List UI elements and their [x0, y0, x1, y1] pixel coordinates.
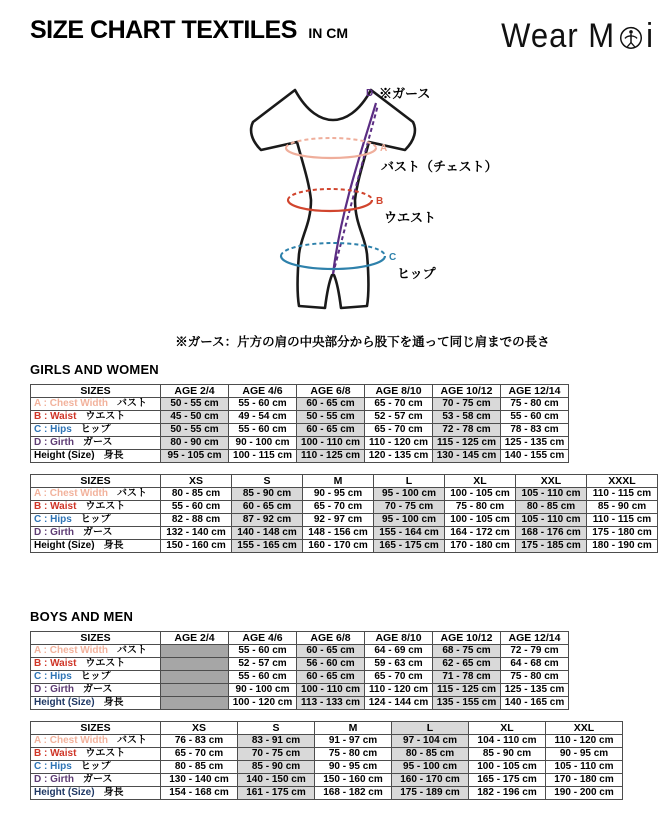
value-cell: 90 - 95 cm	[315, 761, 392, 774]
value-cell: 180 - 190 cm	[587, 540, 658, 553]
row-label	[31, 514, 161, 527]
measure-label-en: C : Hips	[34, 424, 72, 435]
brand-text-suffix: i	[646, 15, 654, 56]
value-cell: 90 - 95 cm	[546, 748, 623, 761]
value-cell: 100 - 115 cm	[229, 450, 297, 463]
value-cell: 110 - 125 cm	[297, 450, 365, 463]
value-cell: 165 - 175 cm	[469, 774, 546, 787]
sizes-header: SIZES	[31, 385, 161, 398]
value-cell: 105 - 110 cm	[516, 514, 587, 527]
measurement-diagram	[0, 78, 670, 328]
table-row	[31, 645, 569, 658]
value-cell: 90 - 100 cm	[229, 437, 297, 450]
value-cell: 165 - 175 cm	[374, 540, 445, 553]
value-cell: 68 - 75 cm	[433, 645, 501, 658]
value-cell: 55 - 60 cm	[229, 671, 297, 684]
row-label	[31, 501, 161, 514]
table-row	[31, 787, 623, 800]
value-cell: 155 - 165 cm	[232, 540, 303, 553]
table-row	[31, 411, 569, 424]
measure-label-en: C : Hips	[34, 761, 72, 772]
value-cell: 148 - 156 cm	[303, 527, 374, 540]
value-cell: 168 - 176 cm	[516, 527, 587, 540]
column-header: M	[315, 722, 392, 735]
value-cell: 80 - 85 cm	[392, 748, 469, 761]
measure-label-jp: ウエスト	[85, 658, 126, 669]
body-outline	[251, 90, 415, 308]
value-cell: 56 - 60 cm	[297, 658, 365, 671]
value-cell: 100 - 105 cm	[469, 761, 546, 774]
value-cell: 120 - 135 cm	[365, 450, 433, 463]
measure-label-jp: ガース	[83, 527, 113, 538]
value-cell: 110 - 115 cm	[587, 488, 658, 501]
value-cell: 130 - 140 cm	[161, 774, 238, 787]
waist-ellipse-back	[288, 189, 372, 200]
measure-label-jp: ウエスト	[85, 501, 126, 512]
value-cell: 85 - 90 cm	[587, 501, 658, 514]
header-row	[31, 385, 569, 398]
value-cell: 100 - 105 cm	[445, 514, 516, 527]
value-cell: 85 - 90 cm	[238, 761, 315, 774]
girth-label-jp: ※ガース	[379, 86, 431, 101]
measure-label-en: D : Girth	[34, 527, 74, 538]
column-header: XXXL	[587, 475, 658, 488]
girth-note: ※ガース：片方の肩の中央部分から股下を通って同じ肩までの長さ	[175, 335, 550, 349]
value-cell: 52 - 57 cm	[365, 411, 433, 424]
value-cell: 70 - 75 cm	[374, 501, 445, 514]
value-cell: 71 - 78 cm	[433, 671, 501, 684]
measure-label-jp: 身長	[103, 787, 124, 798]
value-cell: 164 - 172 cm	[445, 527, 516, 540]
row-label	[31, 398, 161, 411]
value-cell: 60 - 65 cm	[297, 671, 365, 684]
value-cell: 125 - 135 cm	[501, 684, 569, 697]
table-row	[31, 488, 658, 501]
value-cell: 95 - 100 cm	[392, 761, 469, 774]
column-header: AGE 2/4	[161, 385, 229, 398]
value-cell: 72 - 79 cm	[501, 645, 569, 658]
marker-d: D	[366, 88, 374, 99]
value-cell: 55 - 60 cm	[229, 424, 297, 437]
row-label	[31, 748, 161, 761]
table-row	[31, 735, 623, 748]
table-row	[31, 424, 569, 437]
value-cell: 65 - 70 cm	[365, 398, 433, 411]
column-header: AGE 8/10	[365, 385, 433, 398]
value-cell: 100 - 110 cm	[297, 684, 365, 697]
column-header: XL	[469, 722, 546, 735]
column-header: XS	[161, 475, 232, 488]
row-label	[31, 761, 161, 774]
value-cell: 75 - 80 cm	[315, 748, 392, 761]
measure-label-en: A : Chest Width	[34, 398, 108, 409]
value-cell: 135 - 155 cm	[433, 697, 501, 710]
measure-label-jp: ヒップ	[80, 671, 111, 682]
bust-label-jp: バスト（チェスト）	[381, 159, 498, 174]
value-cell	[161, 658, 229, 671]
page-title-wrap	[30, 16, 348, 45]
row-label	[31, 671, 161, 684]
table-row	[31, 684, 569, 697]
measure-label-jp: 身長	[103, 697, 124, 708]
column-header: L	[392, 722, 469, 735]
value-cell: 80 - 90 cm	[161, 437, 229, 450]
header-row	[31, 632, 569, 645]
column-header: S	[238, 722, 315, 735]
marker-a: A	[380, 143, 388, 154]
value-cell: 160 - 170 cm	[392, 774, 469, 787]
value-cell: 55 - 60 cm	[229, 645, 297, 658]
value-cell: 115 - 125 cm	[433, 684, 501, 697]
measure-label-en: B : Waist	[34, 748, 77, 759]
measure-label-jp: ガース	[83, 684, 113, 695]
table-row	[31, 671, 569, 684]
value-cell: 190 - 200 cm	[546, 787, 623, 800]
measure-label-jp: 身長	[103, 450, 124, 461]
value-cell: 78 - 83 cm	[501, 424, 569, 437]
measure-label-jp: 身長	[103, 540, 124, 551]
value-cell: 154 - 168 cm	[161, 787, 238, 800]
value-cell: 95 - 105 cm	[161, 450, 229, 463]
value-cell	[161, 671, 229, 684]
value-cell: 75 - 80 cm	[445, 501, 516, 514]
measure-label-jp: バスト	[116, 488, 147, 499]
measure-label-jp: ガース	[83, 437, 113, 448]
value-cell: 170 - 180 cm	[546, 774, 623, 787]
column-header: AGE 12/14	[501, 632, 569, 645]
row-label	[31, 411, 161, 424]
marker-c: C	[389, 252, 397, 263]
value-cell: 90 - 100 cm	[229, 684, 297, 697]
value-cell: 105 - 110 cm	[546, 761, 623, 774]
row-label	[31, 527, 161, 540]
section-heading-girls: GIRLS AND WOMEN	[30, 362, 159, 377]
value-cell: 60 - 65 cm	[297, 424, 365, 437]
value-cell: 75 - 80 cm	[501, 671, 569, 684]
table-row	[31, 774, 623, 787]
value-cell: 105 - 110 cm	[516, 488, 587, 501]
value-cell: 87 - 92 cm	[232, 514, 303, 527]
value-cell: 140 - 150 cm	[238, 774, 315, 787]
measure-label-en: C : Hips	[34, 671, 72, 682]
value-cell	[161, 645, 229, 658]
measure-label-en: B : Waist	[34, 411, 77, 422]
value-cell: 100 - 105 cm	[445, 488, 516, 501]
value-cell: 124 - 144 cm	[365, 697, 433, 710]
value-cell: 55 - 60 cm	[501, 411, 569, 424]
hips-label-jp: ヒップ	[397, 266, 436, 281]
measure-label-jp: ヒップ	[80, 514, 111, 525]
brand-text-prefix: Wear M	[501, 15, 616, 56]
value-cell: 65 - 70 cm	[365, 671, 433, 684]
measure-label-jp: バスト	[116, 735, 147, 746]
column-header: M	[303, 475, 374, 488]
page-header	[0, 0, 670, 54]
value-cell: 92 - 97 cm	[303, 514, 374, 527]
waist-label-jp: ウエスト	[384, 210, 437, 225]
value-cell: 150 - 160 cm	[315, 774, 392, 787]
measure-label-en: C : Hips	[34, 514, 72, 525]
value-cell: 150 - 160 cm	[161, 540, 232, 553]
table-row	[31, 437, 569, 450]
value-cell: 110 - 115 cm	[587, 514, 658, 527]
column-header: AGE 10/12	[433, 385, 501, 398]
row-label	[31, 540, 161, 553]
value-cell: 70 - 75 cm	[238, 748, 315, 761]
value-cell: 175 - 185 cm	[516, 540, 587, 553]
measure-label-en: Height (Size)	[34, 787, 95, 798]
measure-label-jp: バスト	[116, 645, 147, 656]
row-label	[31, 437, 161, 450]
unit-label: IN CM	[308, 25, 349, 41]
value-cell: 95 - 100 cm	[374, 488, 445, 501]
table-row	[31, 527, 658, 540]
value-cell: 170 - 180 cm	[445, 540, 516, 553]
column-header: AGE 4/6	[229, 632, 297, 645]
measure-label-en: A : Chest Width	[34, 488, 108, 499]
value-cell: 130 - 145 cm	[433, 450, 501, 463]
value-cell: 55 - 60 cm	[161, 501, 232, 514]
body-diagram-svg	[183, 78, 513, 328]
column-header: AGE 2/4	[161, 632, 229, 645]
table-row	[31, 748, 623, 761]
value-cell: 132 - 140 cm	[161, 527, 232, 540]
value-cell: 80 - 85 cm	[161, 761, 238, 774]
measure-label-jp: ガース	[83, 774, 113, 785]
row-label	[31, 658, 161, 671]
value-cell: 52 - 57 cm	[229, 658, 297, 671]
value-cell: 91 - 97 cm	[315, 735, 392, 748]
value-cell: 97 - 104 cm	[392, 735, 469, 748]
value-cell	[161, 684, 229, 697]
value-cell: 80 - 85 cm	[516, 501, 587, 514]
value-cell: 65 - 70 cm	[303, 501, 374, 514]
value-cell: 113 - 133 cm	[297, 697, 365, 710]
value-cell: 85 - 90 cm	[469, 748, 546, 761]
value-cell: 60 - 65 cm	[232, 501, 303, 514]
row-label	[31, 735, 161, 748]
value-cell: 175 - 180 cm	[587, 527, 658, 540]
header-row	[31, 722, 623, 735]
value-cell: 175 - 189 cm	[392, 787, 469, 800]
value-cell: 90 - 95 cm	[303, 488, 374, 501]
value-cell: 155 - 164 cm	[374, 527, 445, 540]
measure-label-jp: バスト	[116, 398, 147, 409]
column-header: AGE 6/8	[297, 385, 365, 398]
measure-label-en: D : Girth	[34, 684, 74, 695]
column-header: XS	[161, 722, 238, 735]
table-row	[31, 658, 569, 671]
value-cell: 59 - 63 cm	[365, 658, 433, 671]
value-cell: 140 - 165 cm	[501, 697, 569, 710]
row-label	[31, 697, 161, 710]
section-heading-boys: BOYS AND MEN	[30, 609, 134, 624]
value-cell: 140 - 148 cm	[232, 527, 303, 540]
value-cell: 64 - 68 cm	[501, 658, 569, 671]
value-cell: 104 - 110 cm	[469, 735, 546, 748]
value-cell: 161 - 175 cm	[238, 787, 315, 800]
measure-label-en: Height (Size)	[34, 697, 95, 708]
value-cell: 50 - 55 cm	[297, 411, 365, 424]
measure-label-en: D : Girth	[34, 437, 74, 448]
measure-label-en: B : Waist	[34, 501, 77, 512]
value-cell: 83 - 91 cm	[238, 735, 315, 748]
value-cell: 53 - 58 cm	[433, 411, 501, 424]
value-cell: 65 - 70 cm	[365, 424, 433, 437]
measure-label-en: Height (Size)	[34, 540, 95, 551]
girls-age-table	[30, 384, 569, 463]
value-cell: 140 - 155 cm	[501, 450, 569, 463]
column-header: AGE 6/8	[297, 632, 365, 645]
column-header: AGE 10/12	[433, 632, 501, 645]
hips-ellipse-back	[281, 243, 385, 256]
value-cell: 182 - 196 cm	[469, 787, 546, 800]
value-cell: 110 - 120 cm	[546, 735, 623, 748]
marker-b: B	[376, 196, 384, 207]
measure-label-jp: ヒップ	[80, 761, 111, 772]
waist-ellipse-front	[288, 200, 372, 211]
value-cell: 65 - 70 cm	[161, 748, 238, 761]
table-row	[31, 540, 658, 553]
row-label	[31, 774, 161, 787]
row-label	[31, 450, 161, 463]
value-cell: 64 - 69 cm	[365, 645, 433, 658]
sizes-header: SIZES	[31, 722, 161, 735]
table-row	[31, 501, 658, 514]
row-label	[31, 787, 161, 800]
table-row	[31, 761, 623, 774]
measure-label-jp: ウエスト	[85, 748, 126, 759]
value-cell: 168 - 182 cm	[315, 787, 392, 800]
sizes-header: SIZES	[31, 475, 161, 488]
table-row	[31, 697, 569, 710]
table-row	[31, 514, 658, 527]
value-cell	[161, 697, 229, 710]
table-row	[31, 450, 569, 463]
value-cell: 49 - 54 cm	[229, 411, 297, 424]
row-label	[31, 645, 161, 658]
girls-size-table	[30, 474, 658, 553]
value-cell: 45 - 50 cm	[161, 411, 229, 424]
row-label	[31, 488, 161, 501]
row-label	[31, 684, 161, 697]
value-cell: 70 - 75 cm	[433, 398, 501, 411]
boys-size-table	[30, 721, 623, 800]
value-cell: 100 - 120 cm	[229, 697, 297, 710]
column-header: AGE 8/10	[365, 632, 433, 645]
dancer-circle-icon	[617, 22, 645, 52]
value-cell: 82 - 88 cm	[161, 514, 232, 527]
column-header: XXL	[546, 722, 623, 735]
column-header: L	[374, 475, 445, 488]
measure-label-jp: ヒップ	[80, 424, 111, 435]
boys-age-table	[30, 631, 569, 710]
column-header: S	[232, 475, 303, 488]
value-cell: 72 - 78 cm	[433, 424, 501, 437]
value-cell: 115 - 125 cm	[433, 437, 501, 450]
value-cell: 76 - 83 cm	[161, 735, 238, 748]
brand-logo	[501, 15, 654, 56]
value-cell: 100 - 110 cm	[297, 437, 365, 450]
value-cell: 60 - 65 cm	[297, 398, 365, 411]
value-cell: 85 - 90 cm	[232, 488, 303, 501]
column-header: XXL	[516, 475, 587, 488]
value-cell: 110 - 120 cm	[365, 684, 433, 697]
value-cell: 50 - 55 cm	[161, 424, 229, 437]
page-title: SIZE CHART TEXTILES	[30, 16, 297, 44]
value-cell: 95 - 100 cm	[374, 514, 445, 527]
column-header: AGE 12/14	[501, 385, 569, 398]
table-row	[31, 398, 569, 411]
column-header: AGE 4/6	[229, 385, 297, 398]
column-header: XL	[445, 475, 516, 488]
value-cell: 60 - 65 cm	[297, 645, 365, 658]
measure-label-en: A : Chest Width	[34, 645, 108, 656]
measure-label-en: D : Girth	[34, 774, 74, 785]
value-cell: 80 - 85 cm	[161, 488, 232, 501]
value-cell: 125 - 135 cm	[501, 437, 569, 450]
value-cell: 160 - 170 cm	[303, 540, 374, 553]
measure-label-en: B : Waist	[34, 658, 77, 669]
measure-label-en: Height (Size)	[34, 450, 95, 461]
row-label	[31, 424, 161, 437]
measure-label-jp: ウエスト	[85, 411, 126, 422]
header-row	[31, 475, 658, 488]
value-cell: 110 - 120 cm	[365, 437, 433, 450]
value-cell: 50 - 55 cm	[161, 398, 229, 411]
value-cell: 55 - 60 cm	[229, 398, 297, 411]
girth-line-back	[333, 105, 378, 274]
measure-label-en: A : Chest Width	[34, 735, 108, 746]
sizes-header: SIZES	[31, 632, 161, 645]
value-cell: 75 - 80 cm	[501, 398, 569, 411]
value-cell: 62 - 65 cm	[433, 658, 501, 671]
